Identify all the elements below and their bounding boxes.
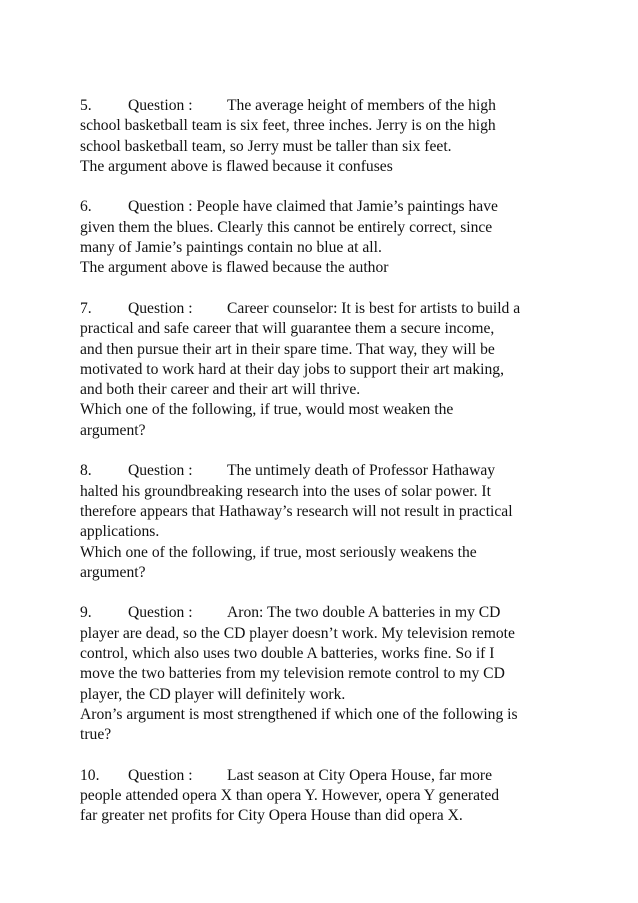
question-text-line: Which one of the following, if true, would most weaken the bbox=[80, 401, 454, 419]
question-first-line bbox=[80, 603, 570, 623]
question-7 bbox=[80, 299, 570, 441]
question-first-line bbox=[80, 96, 570, 116]
question-text-line: People have claimed that Jamie’s paintings have bbox=[196, 198, 498, 216]
question-first-line bbox=[80, 766, 570, 786]
question-label: Question : bbox=[128, 604, 193, 622]
question-text-line: The argument above is flawed because it confuses bbox=[80, 157, 393, 175]
question-text-line: true? bbox=[80, 726, 112, 744]
question-text-line: The argument above is flawed because the author bbox=[80, 259, 389, 277]
question-text-line: and then pursue their art in their spare time. That way, they will be bbox=[80, 340, 495, 358]
question-text-line: argument? bbox=[80, 563, 146, 581]
question-number: 6. bbox=[80, 198, 92, 216]
question-label: Question : bbox=[128, 766, 193, 784]
question-text-line: halted his groundbreaking research into the uses of solar power. It bbox=[80, 482, 491, 500]
question-text-line: The untimely death of Professor Hathaway bbox=[227, 462, 496, 480]
question-label: Question : bbox=[128, 198, 193, 216]
question-first-line bbox=[80, 299, 570, 319]
question-text-line: move the two batteries from my television remote control to my CD bbox=[80, 665, 505, 683]
question-text-line: Career counselor: It is best for artists to build a bbox=[227, 299, 521, 317]
question-text-line: player are dead, so the CD player doesn’t work. My television remote bbox=[80, 624, 515, 642]
question-text-line: school basketball team is six feet, three inches. Jerry is on the high bbox=[80, 117, 496, 135]
question-text-line: motivated to work hard at their day jobs to support their art making, bbox=[80, 360, 504, 378]
question-10 bbox=[80, 766, 570, 827]
question-text-line: Aron: The two double A batteries in my CD bbox=[227, 604, 501, 622]
question-8 bbox=[80, 461, 570, 583]
question-text-line: Which one of the following, if true, most seriously weakens the bbox=[80, 543, 477, 561]
question-5 bbox=[80, 96, 570, 177]
question-text-line: people attended opera X than opera Y. However, opera Y generated bbox=[80, 787, 500, 805]
question-6 bbox=[80, 197, 570, 278]
question-first-line bbox=[80, 197, 570, 217]
question-text-line: far greater net profits for City Opera House than did opera X. bbox=[80, 807, 463, 825]
question-9 bbox=[80, 603, 570, 745]
question-label: Question : bbox=[128, 299, 193, 317]
question-text-line: player, the CD player will definitely work. bbox=[80, 685, 346, 703]
question-text-line: school basketball team, so Jerry must be taller than six feet. bbox=[80, 137, 452, 155]
question-list bbox=[80, 96, 570, 847]
question-text-line: given them the blues. Clearly this cannot be entirely correct, since bbox=[80, 218, 493, 236]
question-text-line: and both their career and their art will thrive. bbox=[80, 381, 361, 399]
question-text-line: therefore appears that Hathaway’s research will not result in practical bbox=[80, 502, 513, 520]
question-number: 8. bbox=[80, 462, 92, 480]
question-first-line bbox=[80, 461, 570, 481]
question-text-line: Aron’s argument is most strengthened if which one of the following is bbox=[80, 705, 518, 723]
question-text-line: control, which also uses two double A batteries, works fine. So if I bbox=[80, 645, 495, 663]
question-number: 7. bbox=[80, 299, 92, 317]
question-text-line: practical and safe career that will guarantee them a secure income, bbox=[80, 320, 495, 338]
question-label: Question : bbox=[128, 462, 193, 480]
question-number: 9. bbox=[80, 604, 92, 622]
question-label: Question : bbox=[128, 97, 193, 114]
question-number: 5. bbox=[80, 97, 92, 114]
question-text-line: The average height of members of the high bbox=[227, 97, 496, 114]
question-text-line: applications. bbox=[80, 523, 160, 541]
question-number: 10. bbox=[80, 766, 100, 784]
question-text-line: argument? bbox=[80, 421, 146, 439]
question-text-line: many of Jamie’s paintings contain no blue at all. bbox=[80, 239, 382, 257]
question-text-line: Last season at City Opera House, far more bbox=[227, 766, 493, 784]
